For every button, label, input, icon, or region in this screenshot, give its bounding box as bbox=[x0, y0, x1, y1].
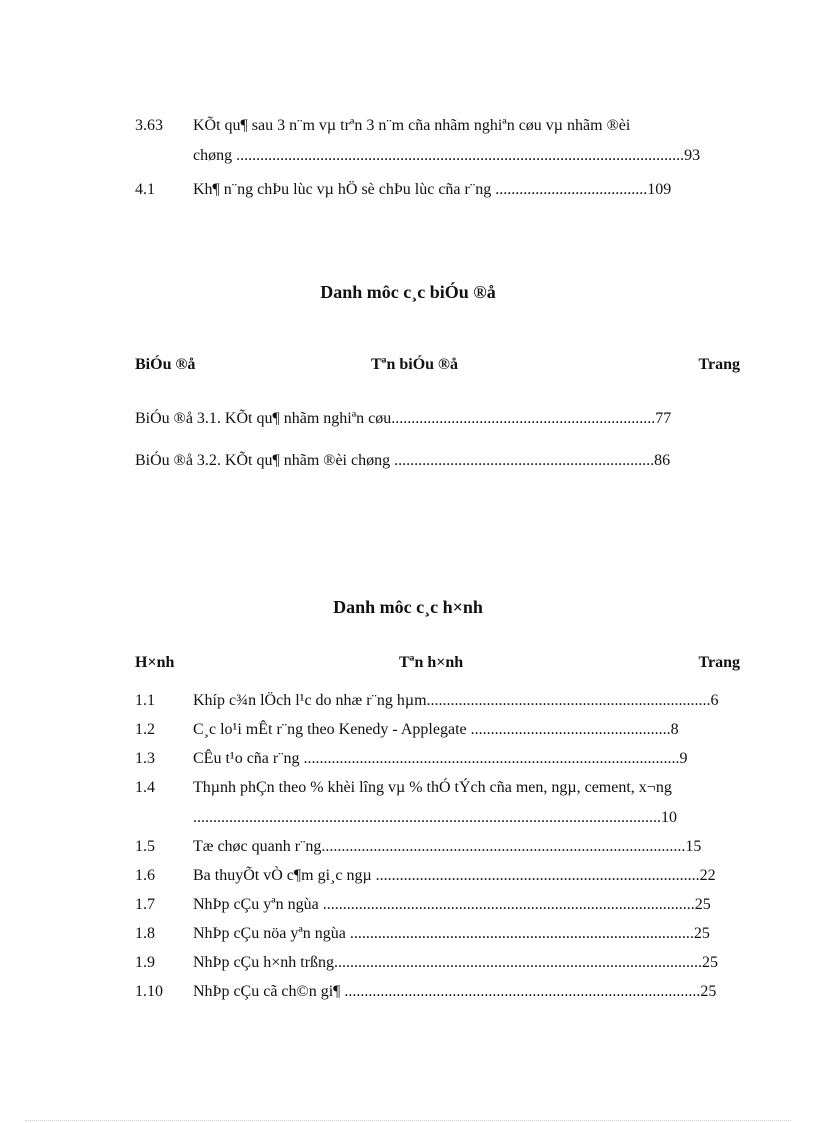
row-number: 3.63 bbox=[135, 117, 163, 134]
row-title-continuation: chøng ................................................................................................................93 bbox=[193, 147, 701, 164]
header-figure: H×nh bbox=[135, 654, 175, 671]
row-title: Tæ chøc quanh r¨ng...........................................................................................15 bbox=[193, 838, 702, 855]
row-number: 1.3 bbox=[135, 750, 155, 767]
header-chart: BiÓu ®å bbox=[135, 356, 196, 373]
figures-section-title: Danh môc c¸c h×nh bbox=[333, 597, 483, 617]
charts-header-row bbox=[135, 356, 740, 380]
figure-list-row bbox=[135, 951, 740, 975]
row-title: NhÞp cÇu cã ch©n gi¶ .........................................................................................25 bbox=[193, 983, 717, 1000]
row-title: Ba thuyÕt vÒ c¶m gi¸c ngµ .................................................................................22 bbox=[193, 867, 716, 884]
chart-list-row bbox=[135, 449, 740, 473]
row-title: CÊu t¹o cña r¨ng ..............................................................................................9 bbox=[193, 750, 688, 767]
row-title: NhÞp cÇu h×nh trßng............................................................................................25 bbox=[193, 954, 719, 971]
row-number: 1.8 bbox=[135, 925, 155, 942]
figure-list-row bbox=[135, 922, 740, 946]
row-title: Thµnh phÇn theo % khèi lîng vµ % thÓ tÝch cña men, ngµ, cement, x¬ng bbox=[193, 779, 672, 796]
row-number: 1.5 bbox=[135, 838, 155, 855]
row-number: 1.2 bbox=[135, 721, 155, 738]
figure-list-row bbox=[135, 980, 740, 1004]
figure-list-row bbox=[135, 835, 740, 859]
row-title: KÕt qu¶ sau 3 n¨m vµ trªn 3 n¨m cña nhãm nghiªn cøu vµ nhãm ®èi bbox=[193, 117, 631, 134]
row-number: 1.9 bbox=[135, 954, 155, 971]
row-number: 1.10 bbox=[135, 983, 163, 1000]
page-bottom-divider bbox=[25, 1120, 791, 1121]
row-title: NhÞp cÇu nöa yªn ngùa ......................................................................................25 bbox=[193, 925, 710, 942]
row-number: 1.1 bbox=[135, 692, 155, 709]
figures-header-row bbox=[135, 654, 740, 678]
figure-list-row bbox=[135, 893, 740, 917]
figure-list-row bbox=[135, 864, 740, 888]
row-title-continuation: .....................................................................................................................10 bbox=[193, 809, 677, 826]
header-page: Trang bbox=[698, 654, 740, 671]
row-number: 1.4 bbox=[135, 779, 155, 796]
charts-section-title: Danh môc c¸c biÓu ®å bbox=[320, 282, 496, 302]
figure-list-row bbox=[135, 689, 740, 713]
row-number: 4.1 bbox=[135, 181, 155, 198]
figure-list-row bbox=[135, 718, 740, 742]
row-number: 1.6 bbox=[135, 867, 155, 884]
table-list-row bbox=[135, 114, 740, 138]
figure-list-row bbox=[135, 747, 740, 771]
row-title: Kh¶ n¨ng chÞu lùc vµ hÖ sè chÞu lùc cña r¨ng ......................................109 bbox=[193, 181, 672, 198]
row-title: BiÓu ®å 3.2. KÕt qu¶ nhãm ®èi chøng .................................................................86 bbox=[135, 452, 671, 469]
row-title: BiÓu ®å 3.1. KÕt qu¶ nhãm nghiªn cøu..................................................................77 bbox=[135, 410, 672, 427]
row-number: 1.7 bbox=[135, 896, 155, 913]
header-page: Trang bbox=[698, 356, 740, 373]
row-title: NhÞp cÇu yªn ngùa .............................................................................................25 bbox=[193, 896, 711, 913]
row-title: C¸c lo¹i mÊt r¨ng theo Kenedy - Applegate ..................................................8 bbox=[193, 721, 679, 738]
row-title: Khíp c¾n lÖch l¹c do nhæ r¨ng hµm.......................................................................6 bbox=[193, 692, 719, 709]
table-list-row bbox=[135, 178, 740, 202]
header-chart-name: Tªn biÓu ®å bbox=[371, 356, 459, 373]
chart-list-row bbox=[135, 407, 740, 431]
header-figure-name: Tªn h×nh bbox=[399, 654, 464, 671]
figure-list-row bbox=[135, 776, 740, 800]
